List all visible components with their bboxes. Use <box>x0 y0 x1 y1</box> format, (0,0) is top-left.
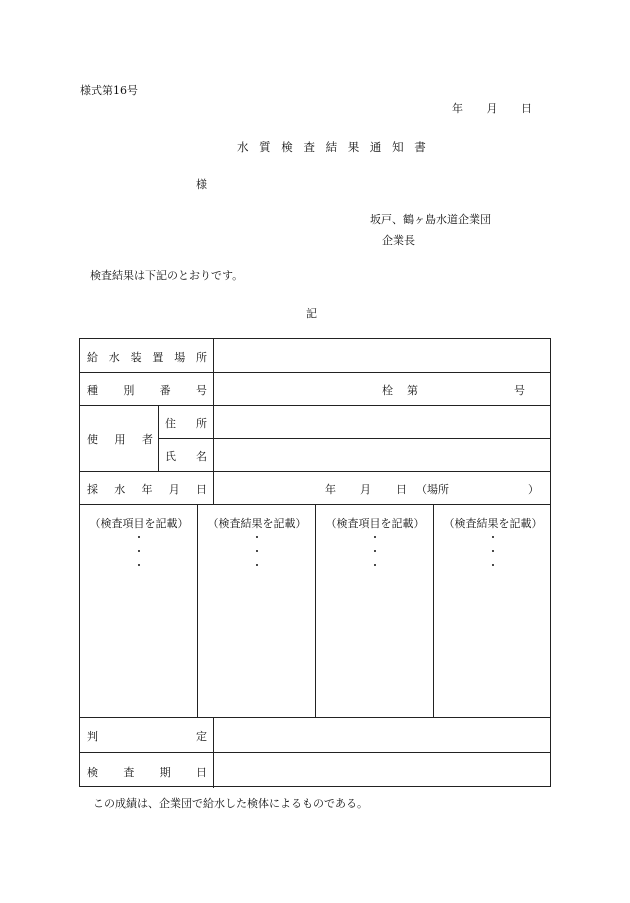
form-number: 様式第16号 <box>80 84 138 97</box>
table-rule <box>80 372 550 373</box>
document-title: 水 質 検 査 結 果 通 知 書 <box>237 140 430 154</box>
addressee-suffix: 様 <box>196 178 207 191</box>
dai-text: 第 <box>407 384 418 397</box>
supply-location-label: 給 水 装 置 場 所 <box>87 351 207 364</box>
table-rule <box>80 405 550 406</box>
type-number-label: 種 別 番 号 <box>87 384 207 397</box>
sampling-place: （場所 <box>416 483 449 496</box>
sampling-day: 日 <box>396 483 407 496</box>
address-label: 住 所 <box>165 417 207 430</box>
intro-text: 検査結果は下記のとおりです。 <box>90 269 244 282</box>
issuer-title: 企業長 <box>382 234 415 247</box>
footnote: この成績は、企業団で給水した検体によるものである。 <box>93 797 368 810</box>
date-month: 月 <box>486 102 498 115</box>
inspection-period-label: 検 査 期 日 <box>87 766 207 779</box>
ki-mark: 記 <box>306 307 317 320</box>
table-rule <box>158 438 550 439</box>
date-day: 日 <box>521 102 532 115</box>
name-label: 氏 名 <box>165 450 207 463</box>
sampling-month: 月 <box>360 483 371 496</box>
table-rule <box>213 339 214 504</box>
judgment-label: 判 定 <box>87 730 207 743</box>
table-rule <box>80 717 550 718</box>
table-rule <box>80 752 550 753</box>
gou-text: 号 <box>514 384 525 397</box>
sampling-date-label: 採 水 年 月 日 <box>87 483 207 496</box>
table-rule <box>158 405 159 471</box>
table-rule <box>213 717 214 788</box>
sampling-place-close: ） <box>528 483 539 496</box>
inspection-result-column: （検査結果を記載） ・ ・ ・ <box>207 517 307 572</box>
date-year: 年 <box>452 102 463 115</box>
inspection-table <box>79 338 551 787</box>
user-label: 使 用 者 <box>87 433 153 446</box>
inspection-result-column: （検査結果を記載） ・ ・ ・ <box>443 517 543 572</box>
table-rule <box>80 471 550 472</box>
issuer-organization: 坂戸、鶴ヶ島水道企業団 <box>370 213 491 226</box>
sampling-year: 年 <box>325 483 336 496</box>
date-line <box>452 100 532 116</box>
inspection-item-column: （検査項目を記載） ・ ・ ・ <box>325 517 425 572</box>
inspection-item-column: （検査項目を記載） ・ ・ ・ <box>89 517 189 572</box>
ken-text: 栓 <box>382 384 393 397</box>
